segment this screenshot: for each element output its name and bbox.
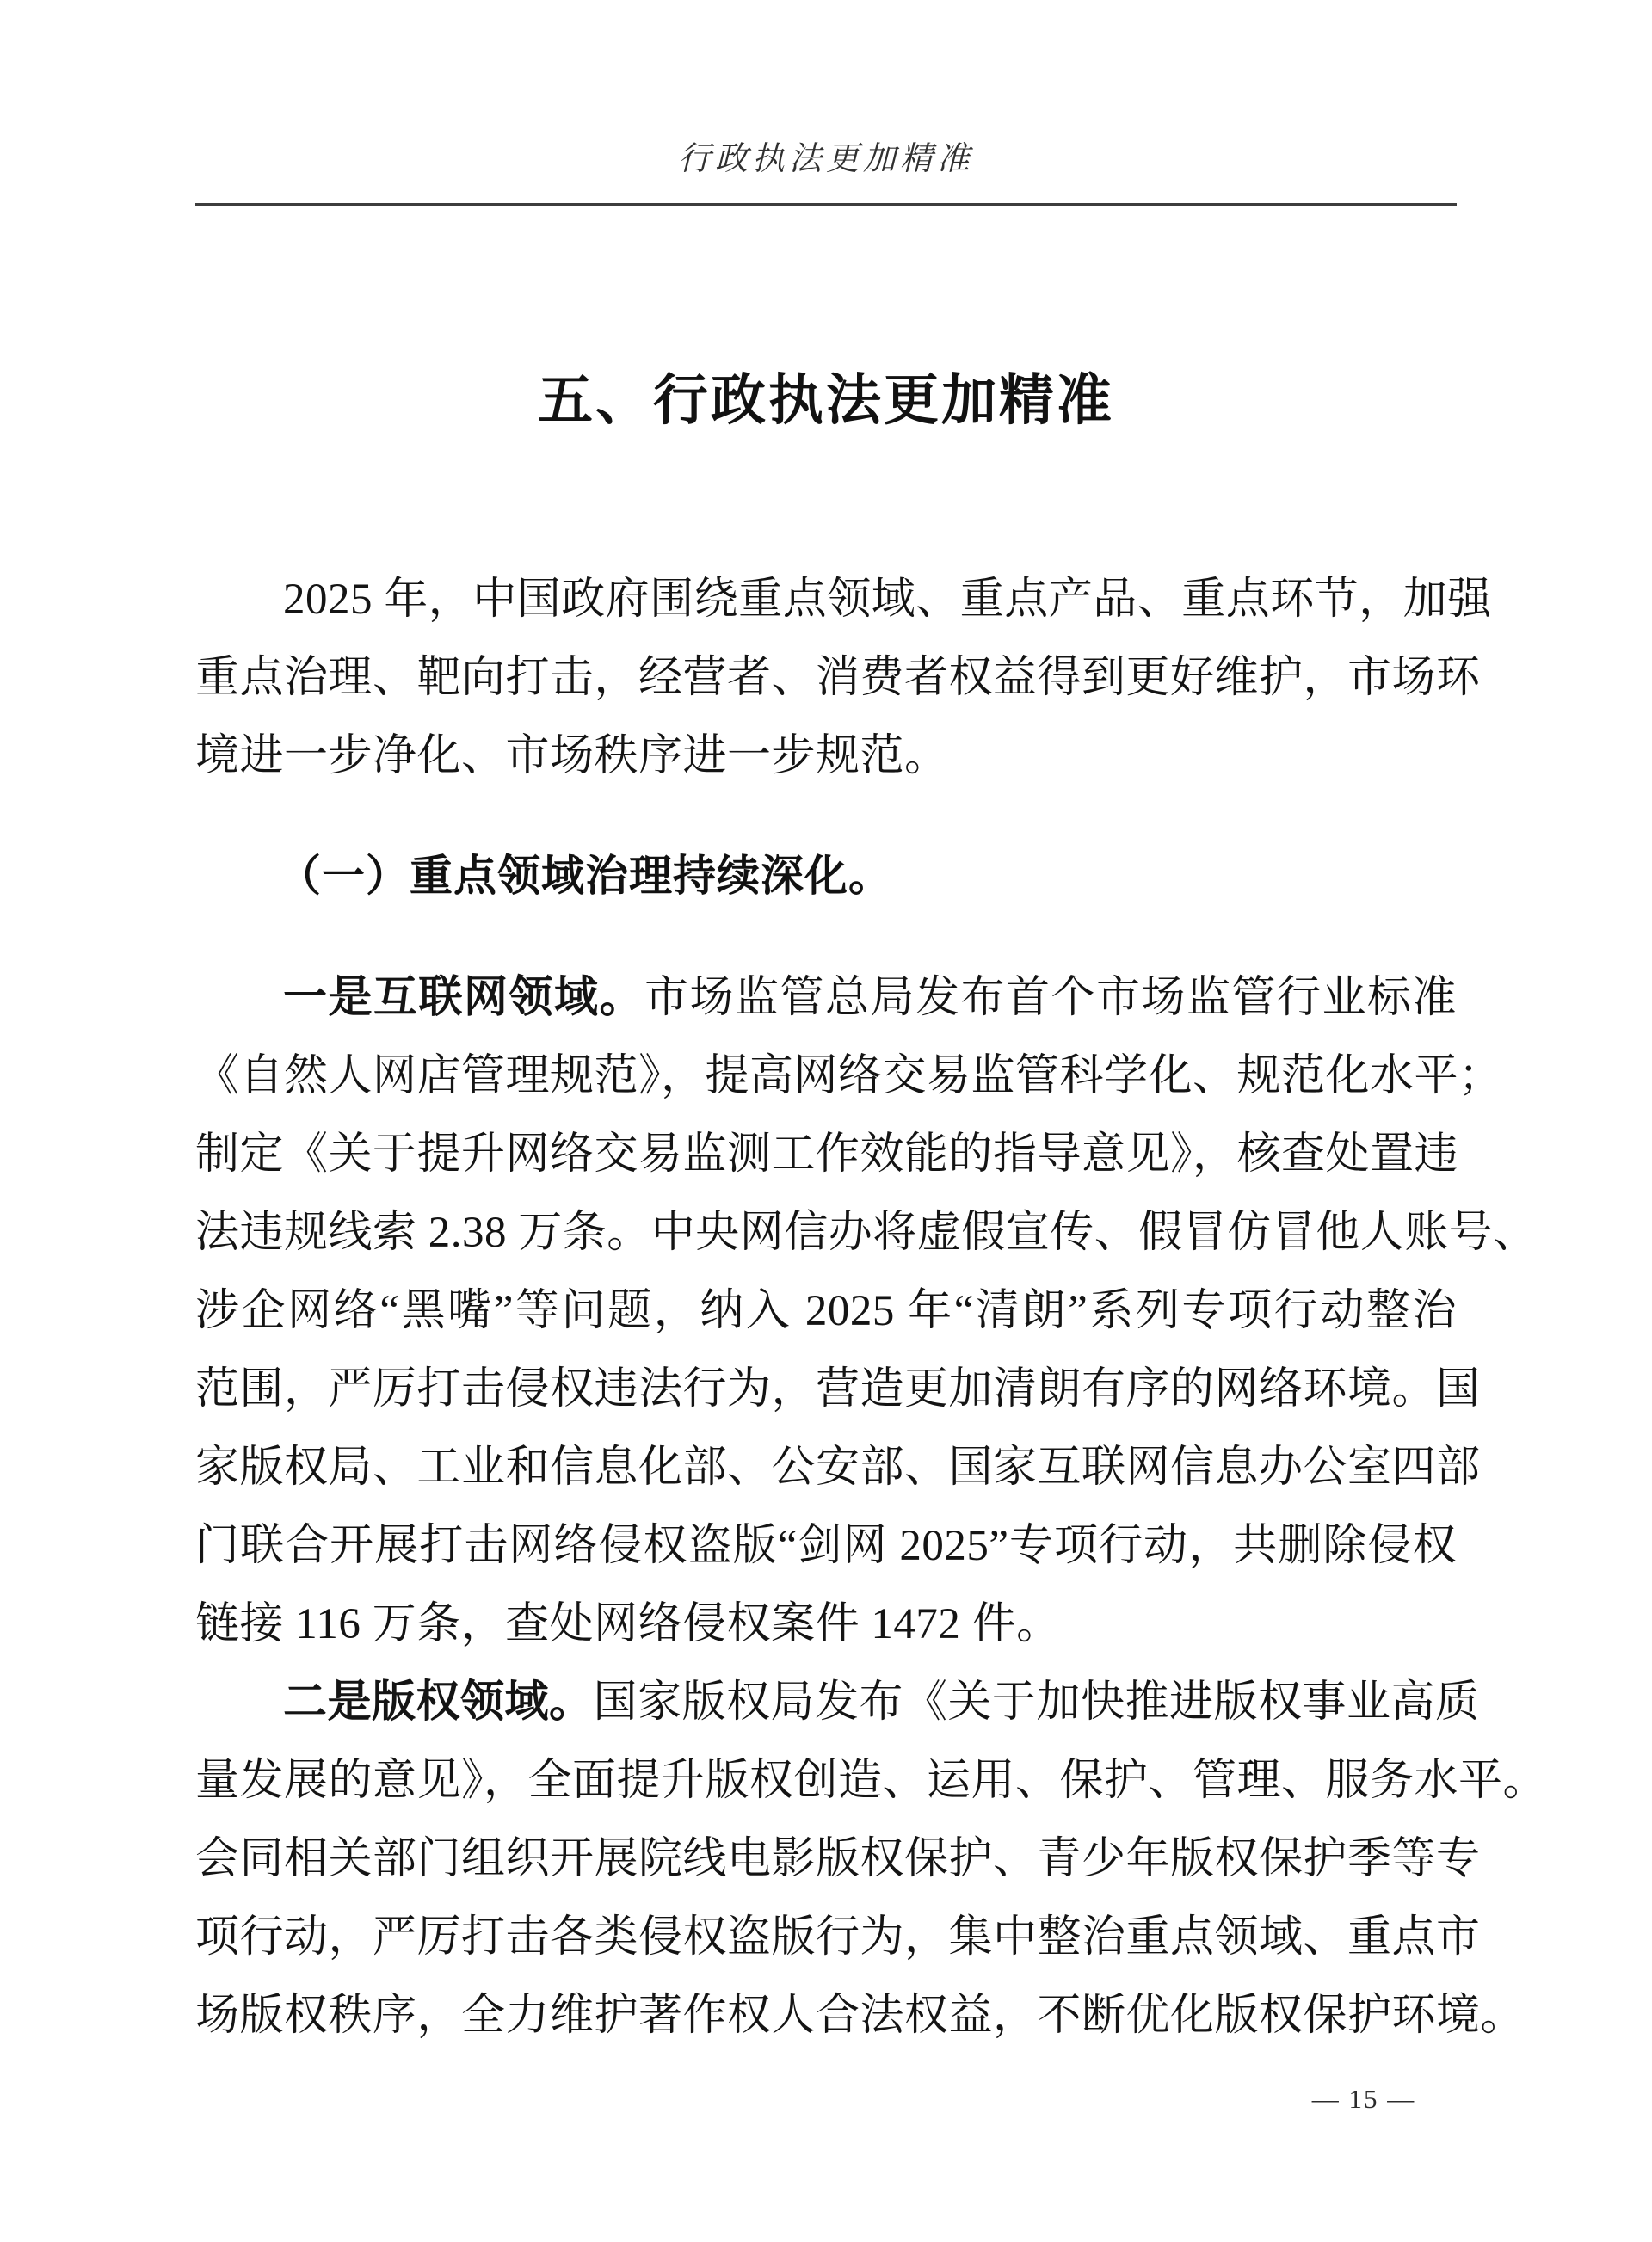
paragraph-line: 《自然人网店管理规范》，提高网络交易监管科学化、规范化水平；: [195, 1052, 1503, 1100]
running-header: 行政执法更加精准: [677, 141, 974, 177]
header-divider-rule: [195, 203, 1457, 206]
lead-in-bold: 二是版权领域。: [283, 1678, 594, 1727]
paragraph-line: 法违规线索 2.38 万条。中央网信办将虚假宣传、假冒仿冒他人账号、: [195, 1209, 1538, 1257]
paragraph-line: 会同相关部门组织开展院线电影版权保护、青少年版权保护季等专: [195, 1835, 1481, 1883]
page-number: — 15 —: [1311, 2084, 1416, 2114]
paragraph-line: 制定《关于提升网络交易监测工作效能的指导意见》，核查处置违: [195, 1130, 1459, 1179]
paragraph-line: [195, 1664, 1480, 1742]
paragraph-line: 涉企网络“黑嘴”等问题，纳入 2025 年“清朗”系列专项行动整治: [195, 1287, 1457, 1335]
paragraph-line: 范围，严厉打击侵权违法行为，营造更加清朗有序的网络环境。国: [195, 1365, 1481, 1414]
chapter-title: 五、行政执法更加精准: [538, 370, 1114, 431]
paragraph-line: 重点治理、靶向打击，经营者、消费者权益得到更好维护，市场环: [195, 654, 1481, 702]
paragraph-line: 门联合开展打击网络侵权盗版“剑网 2025”专项行动，共删除侵权: [195, 1522, 1457, 1570]
paragraph-line: 项行动，严厉打击各类侵权盗版行为，集中整治重点领域、重点市: [195, 1913, 1481, 1962]
paragraph-line: 家版权局、工业和信息化部、公安部、国家互联网信息办公室四部: [195, 1444, 1481, 1492]
paragraph-text: 国家版权局发布《关于加快推进版权事业高质: [593, 1678, 1480, 1727]
paragraph-line: 量发展的意见》，全面提升版权创造、运用、保护、管理、服务水平。: [195, 1757, 1548, 1805]
paragraph-line: 链接 116 万条，查处网络侵权案件 1472 件。: [195, 1600, 1061, 1648]
paragraph-line: 境进一步净化、市场秩序进一步规范。: [195, 732, 949, 780]
paragraph-line: 2025 年，中国政府围绕重点领域、重点产品、重点环节，加强: [283, 576, 1492, 624]
paragraph-line: 场版权秩序，全力维护著作权人合法权益，不断优化版权保护环境。: [195, 1992, 1526, 2040]
paragraph-text: 市场监管总局发布首个市场监管行业标准: [644, 974, 1457, 1022]
section-heading: （一）重点领域治理持续深化。: [278, 852, 892, 900]
lead-in-bold: 一是互联网领域。: [283, 974, 644, 1022]
document-body: [195, 561, 1548, 2055]
paragraph-line: [195, 959, 1457, 1038]
